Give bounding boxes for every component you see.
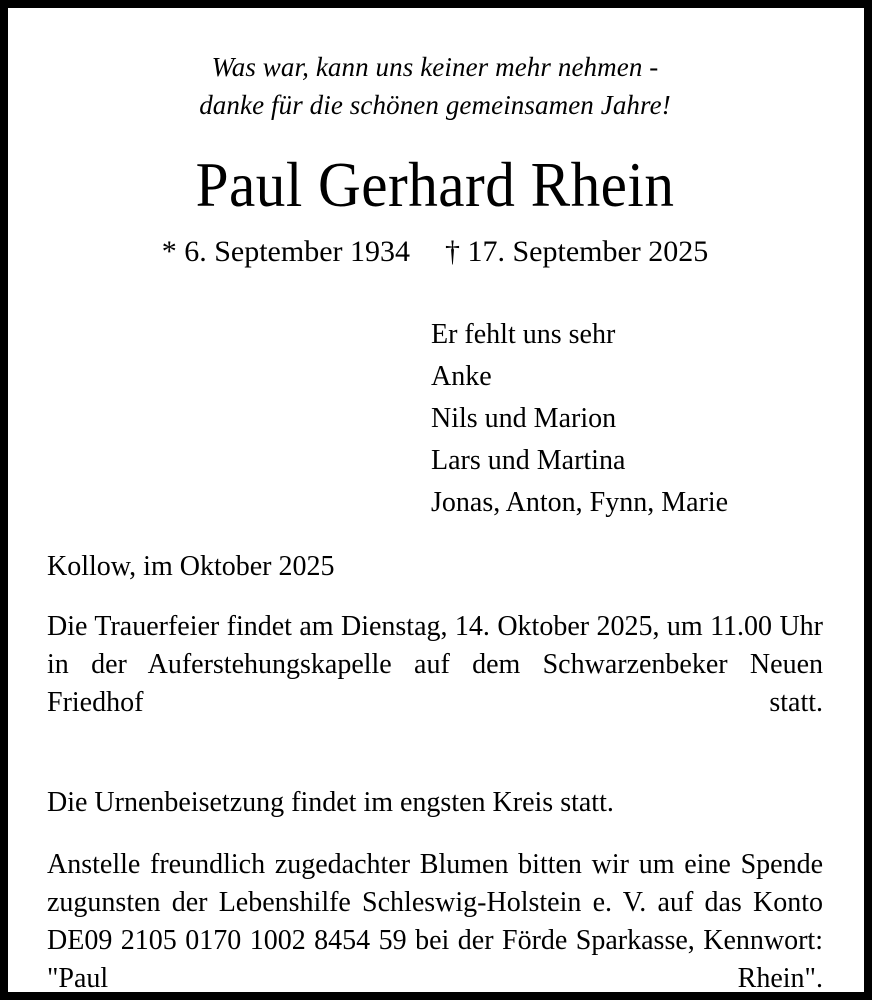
- ceremony-paragraph: Die Trauerfeier findet am Dienstag, 14. Oktober 2025, um 11.00 Uhr in der Auferstehungskapelle auf dem Schwarzenbeker Neuen Friedhof statt.: [47, 611, 823, 718]
- survivors-block: [431, 314, 823, 524]
- place-and-date: Kollow, im Oktober 2025: [47, 551, 335, 582]
- epigraph-line-1: Was war, kann uns keiner mehr nehmen -: [211, 52, 659, 82]
- donation-paragraph: Anstelle freundlich zugedachter Blumen bitten wir um eine Spende zugunsten der Lebenshilfe Schleswig-Holstein e. V. auf das Konto DE09 2105 0170 1002 8454 59 bei der Förde Sparkasse, Kennwort: "Paul Rhein".: [47, 849, 823, 994]
- death-cross-icon: †: [445, 235, 460, 268]
- survivor-line-2: Nils und Marion: [431, 403, 617, 434]
- birth-star-icon: *: [161, 235, 177, 268]
- urn-paragraph: Die Urnenbeisetzung findet im engsten Kreis statt.: [47, 787, 614, 818]
- deceased-name: Paul Gerhard Rhein: [195, 150, 675, 220]
- epigraph-line-2: danke für die schönen gemeinsamen Jahre!: [199, 90, 671, 120]
- survivor-line-1: Anke: [431, 361, 492, 392]
- death-date: 17. September 2025: [467, 235, 709, 268]
- notice-content: [47, 8, 823, 992]
- epigraph: [47, 48, 823, 124]
- survivor-line-4: Jonas, Anton, Fynn, Marie: [431, 487, 729, 518]
- birth-date: 6. September 1934: [184, 235, 410, 268]
- survivors-intro: Er fehlt uns sehr: [431, 319, 616, 350]
- survivor-line-3: Lars und Martina: [431, 445, 626, 476]
- life-dates: [47, 234, 823, 270]
